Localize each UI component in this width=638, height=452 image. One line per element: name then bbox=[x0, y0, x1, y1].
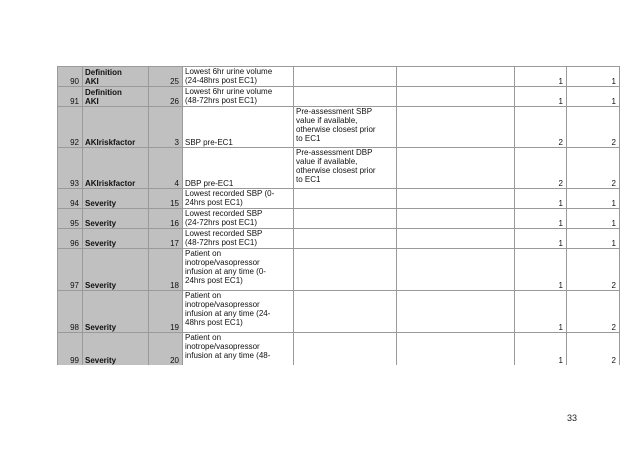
item-number-cell: 16 bbox=[149, 209, 183, 229]
category-text: Severity bbox=[85, 239, 117, 248]
note-cell bbox=[294, 107, 397, 148]
category-cell bbox=[83, 229, 149, 249]
table-row bbox=[58, 333, 620, 365]
value-cell: 2 bbox=[567, 148, 620, 189]
row-number: 95 bbox=[58, 209, 83, 229]
empty-cell bbox=[397, 333, 515, 365]
value-cell: 1 bbox=[515, 249, 567, 291]
note-cell bbox=[294, 67, 397, 87]
value-cell: 2 bbox=[515, 107, 567, 148]
note-cell bbox=[294, 229, 397, 249]
description-text: Lowest recorded SBP (24-72hrs post EC1) bbox=[185, 209, 263, 227]
item-number-cell: 17 bbox=[149, 229, 183, 249]
value-cell: 1 bbox=[515, 209, 567, 229]
value-cell: 1 bbox=[515, 87, 567, 107]
note-text: Pre-assessment DBP value if available, otherwise closest prior to EC1 bbox=[296, 148, 376, 184]
value-cell: 1 bbox=[515, 67, 567, 87]
table-row bbox=[58, 107, 620, 148]
table-row bbox=[58, 291, 620, 333]
value-cell: 1 bbox=[567, 87, 620, 107]
empty-cell bbox=[397, 67, 515, 87]
row-number: 97 bbox=[58, 249, 83, 291]
description-text: SBP pre-EC1 bbox=[185, 138, 233, 147]
table-row bbox=[58, 249, 620, 291]
category-text: Severity bbox=[85, 219, 117, 228]
value-cell: 1 bbox=[515, 333, 567, 365]
value-cell: 2 bbox=[567, 107, 620, 148]
description-text: Lowest 6hr urine volume (24-48hrs post EC1) bbox=[185, 67, 273, 85]
value-cell: 1 bbox=[567, 189, 620, 209]
table-row bbox=[58, 229, 620, 249]
description-text: Lowest recorded SBP (48-72hrs post EC1) bbox=[185, 229, 263, 247]
category-text: AKIriskfactor bbox=[85, 138, 136, 147]
category-text: Severity bbox=[85, 199, 117, 208]
value-cell: 1 bbox=[515, 229, 567, 249]
table-row bbox=[58, 67, 620, 87]
description-cell bbox=[183, 229, 294, 249]
category-text: Severity bbox=[85, 355, 117, 365]
description-text: Patient on inotrope/vasopressor infusion at any time (0- 24hrs post EC1) bbox=[185, 249, 266, 285]
table-row bbox=[58, 87, 620, 107]
item-number-cell: 20 bbox=[149, 333, 183, 365]
item-number-cell: 26 bbox=[149, 87, 183, 107]
category-cell bbox=[83, 291, 149, 333]
data-table bbox=[57, 66, 620, 365]
empty-cell bbox=[397, 87, 515, 107]
description-cell bbox=[183, 249, 294, 291]
empty-cell bbox=[397, 189, 515, 209]
category-text: AKIriskfactor bbox=[85, 179, 136, 188]
note-cell bbox=[294, 148, 397, 189]
item-number-cell: 19 bbox=[149, 291, 183, 333]
empty-cell bbox=[397, 148, 515, 189]
empty-cell bbox=[397, 107, 515, 148]
category-cell bbox=[83, 333, 149, 365]
category-cell bbox=[83, 148, 149, 189]
table-row bbox=[58, 148, 620, 189]
item-number-cell: 4 bbox=[149, 148, 183, 189]
category-cell bbox=[83, 107, 149, 148]
description-cell bbox=[183, 333, 294, 365]
value-cell: 1 bbox=[515, 189, 567, 209]
note-cell bbox=[294, 189, 397, 209]
table-row bbox=[58, 209, 620, 229]
page-number: 33 bbox=[567, 413, 578, 423]
description-cell bbox=[183, 189, 294, 209]
row-number: 90 bbox=[58, 67, 83, 87]
table-row bbox=[58, 189, 620, 209]
item-number-cell: 25 bbox=[149, 67, 183, 87]
value-cell: 2 bbox=[515, 148, 567, 189]
description-text: Patient on inotrope/vasopressor infusion at any time (24- 48hrs post EC1) bbox=[185, 291, 271, 327]
category-cell bbox=[83, 67, 149, 87]
table-body bbox=[58, 67, 620, 365]
empty-cell bbox=[397, 229, 515, 249]
category-text: Severity bbox=[85, 281, 117, 290]
value-cell: 2 bbox=[567, 291, 620, 333]
category-text: Definition AKI bbox=[85, 88, 122, 106]
note-text: Pre-assessment SBP value if available, otherwise closest prior to EC1 bbox=[296, 107, 376, 143]
row-number: 93 bbox=[58, 148, 83, 189]
value-cell: 1 bbox=[567, 67, 620, 87]
row-number: 98 bbox=[58, 291, 83, 333]
value-cell: 2 bbox=[567, 249, 620, 291]
value-cell: 2 bbox=[567, 333, 620, 365]
description-text: DBP pre-EC1 bbox=[185, 179, 234, 188]
description-cell bbox=[183, 107, 294, 148]
item-number-cell: 15 bbox=[149, 189, 183, 209]
row-number: 96 bbox=[58, 229, 83, 249]
row-number: 99 bbox=[58, 333, 83, 365]
value-cell: 1 bbox=[567, 209, 620, 229]
description-cell bbox=[183, 67, 294, 87]
note-cell bbox=[294, 87, 397, 107]
category-cell bbox=[83, 87, 149, 107]
category-text: Severity bbox=[85, 323, 117, 332]
description-text: Lowest 6hr urine volume (48-72hrs post EC1) bbox=[185, 87, 273, 105]
description-cell bbox=[183, 87, 294, 107]
empty-cell bbox=[397, 209, 515, 229]
description-text: Patient on inotrope/vasopressor infusion at any time (48- bbox=[185, 333, 271, 360]
note-cell bbox=[294, 209, 397, 229]
row-number: 91 bbox=[58, 87, 83, 107]
category-cell bbox=[83, 189, 149, 209]
description-cell bbox=[183, 291, 294, 333]
description-text: Lowest recorded SBP (0- 24hrs post EC1) bbox=[185, 189, 275, 207]
note-cell bbox=[294, 291, 397, 333]
category-text: Definition AKI bbox=[85, 68, 122, 86]
row-number: 92 bbox=[58, 107, 83, 148]
value-cell: 1 bbox=[515, 291, 567, 333]
note-cell bbox=[294, 333, 397, 365]
empty-cell bbox=[397, 249, 515, 291]
item-number-cell: 3 bbox=[149, 107, 183, 148]
value-cell: 1 bbox=[567, 229, 620, 249]
description-cell bbox=[183, 148, 294, 189]
description-cell bbox=[183, 209, 294, 229]
category-cell bbox=[83, 249, 149, 291]
category-cell bbox=[83, 209, 149, 229]
row-number: 94 bbox=[58, 189, 83, 209]
item-number-cell: 18 bbox=[149, 249, 183, 291]
empty-cell bbox=[397, 291, 515, 333]
note-cell bbox=[294, 249, 397, 291]
